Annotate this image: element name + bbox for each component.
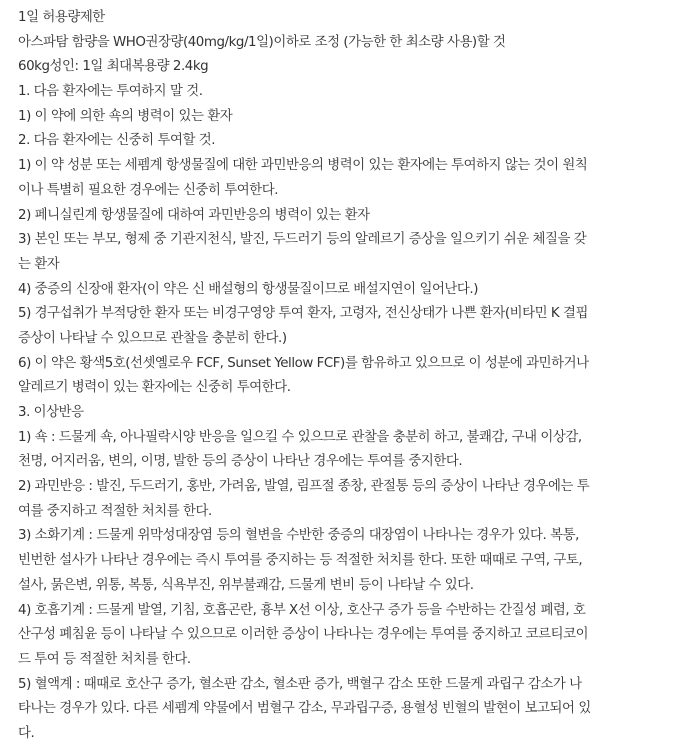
text-line: 4) 중증의 신장애 환자(이 약은 신 배설형의 항생물질이므로 배설지연이 일어난다.) xyxy=(18,281,478,297)
text-line: 2) 과민반응 : 발진, 두드러기, 홍반, 가려움, 발열, 림프절 종창, 관절통 등의 증상이 나타난 경우에는 투 xyxy=(18,479,590,495)
text-line: 1) 이 약 성분 또는 세펨계 항생물질에 대한 과민반응의 병력이 있는 환자에는 투여하지 않는 것이 원칙 xyxy=(18,158,588,174)
text-line: 6) 이 약은 황색5호(선셋옐로우 FCF, Sunset Yellow FCF)를 함유하고 있으므로 이 성분에 과민하거나 xyxy=(18,355,589,371)
text-line: 1) 쇽 : 드물게 쇽, 아나필락시양 반응을 일으킬 수 있으므로 관찰을 충분히 하고, 불쾌감, 구내 이상감, xyxy=(18,429,582,445)
text-line: 알레르기 병력이 있는 환자에는 신중히 투여한다. xyxy=(18,380,291,396)
drug-info-text xyxy=(18,6,680,747)
text-line: 드 투여 등 적절한 처치를 한다. xyxy=(18,651,191,667)
aspartame-note: 아스파탐 함량을 WHO권장량(40mg/kg/1일)이하로 조정 (가능한 한 최소량 사용)할 것 xyxy=(18,34,506,50)
text-line: 이나 특별히 필요한 경우에는 신중히 투여한다. xyxy=(18,182,279,198)
text-line: 여를 중지하고 적절한 처치를 한다. xyxy=(18,503,212,519)
text-line: 타나는 경우가 있다. 다른 세펨계 약물에서 범혈구 감소, 무과립구증, 용혈성 빈혈의 발현이 보고되어 있 xyxy=(18,701,591,717)
text-line: 는 환자 xyxy=(18,256,60,272)
section-heading-contraindications: 1. 다음 환자에는 투여하지 말 것. xyxy=(18,84,203,100)
text-line: 증상이 나타날 수 있으므로 관찰을 충분히 한다.) xyxy=(18,330,287,346)
text-line: 천명, 어지러움, 변의, 이명, 발한 등의 증상이 나타난 경우에는 투여를 중지한다. xyxy=(18,454,463,470)
text-line: 5) 혈액계 : 때때로 호산구 증가, 혈소판 감소, 혈소판 증가, 백혈구 감소 또한 드물게 과립구 감소가 나 xyxy=(18,676,582,692)
section-heading-adverse-reactions: 3. 이상반응 xyxy=(18,405,84,420)
section-heading-caution: 2. 다음 환자에는 신중히 투여할 것. xyxy=(18,133,216,149)
text-line: 3) 본인 또는 부모, 형제 중 기관지천식, 발진, 두드러기 등의 알레르기 증상을 일으키기 쉬운 체질을 갖 xyxy=(18,232,587,248)
daily-limit-heading: 1일 허용량제한 xyxy=(18,10,105,25)
text-line: 3) 소화기계 : 드물게 위막성대장염 등의 혈변을 수반한 중증의 대장염이 나타나는 경우가 있다. 복통, xyxy=(18,528,579,544)
text-line: 다. xyxy=(18,725,35,741)
text-line: 4) 호흡기계 : 드물게 발열, 기침, 호흡곤란, 흉부 X선 이상, 호산구 증가 등을 수반하는 간질성 폐렴, 호 xyxy=(18,602,586,618)
text-line: 2) 페니실린계 항생물질에 대하여 과민반응의 병력이 있는 환자 xyxy=(18,207,370,223)
text-line: 설사, 묽은변, 위통, 복통, 식욕부진, 위부불쾌감, 드물게 변비 등이 나타날 수 있다. xyxy=(18,577,474,593)
text-line: 5) 경구섭취가 부적당한 환자 또는 비경구영양 투여 환자, 고령자, 전신상태가 나쁜 환자(비타민 K 결핍 xyxy=(18,306,588,322)
text-line: 산구성 폐침윤 등이 나타날 수 있으므로 이러한 증상이 나타나는 경우에는 투여를 중지하고 코르티코이 xyxy=(18,627,589,643)
text-line: 1) 이 약에 의한 쇽의 병력이 있는 환자 xyxy=(18,108,233,124)
adult-max-dose: 60kg성인: 1일 최대복용량 2.4kg xyxy=(18,59,209,75)
text-line: 빈번한 설사가 나타난 경우에는 즉시 투여를 중지하는 등 적절한 처치를 한다. 또한 때때로 구역, 구토, xyxy=(18,553,583,569)
